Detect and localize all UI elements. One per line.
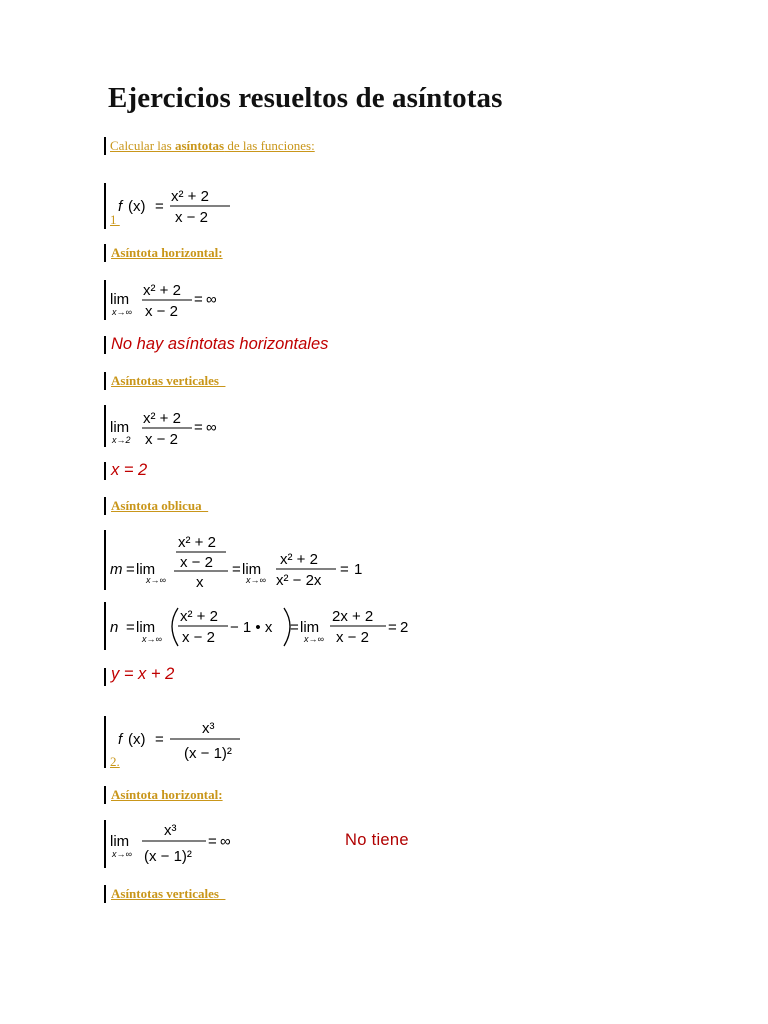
infinity-symbol: ∞ (206, 419, 217, 436)
left-paren (172, 608, 178, 646)
intro-link[interactable] (110, 138, 315, 154)
numerator: x² + 2 (178, 534, 216, 551)
lim-subscript: x→∞ (112, 849, 132, 859)
ex1-horizontal-limit (108, 280, 238, 324)
margin-bar (104, 280, 106, 320)
lim-symbol: lim (300, 619, 320, 636)
page-title: Ejercicios resueltos de asíntotas (108, 82, 503, 114)
lim-subscript: x→∞ (246, 575, 266, 585)
ex1-vertical-limit (108, 408, 238, 452)
equals-sign: = (208, 833, 217, 850)
margin-bar (104, 668, 106, 686)
margin-bar (104, 462, 106, 480)
equals-sign: = (126, 619, 135, 636)
lim-subscript: x→∞ (112, 307, 132, 317)
f-symbol: f (118, 198, 123, 215)
denominator: x − 2 (175, 209, 208, 226)
margin-bar (104, 530, 106, 590)
margin-bar (104, 786, 106, 804)
ex1-function-formula (112, 186, 242, 230)
denominator: x − 2 (145, 303, 178, 320)
numerator: x² + 2 (171, 188, 209, 205)
ex1-number[interactable]: 1 (110, 212, 120, 227)
intro-text-before: Calcular las (110, 138, 175, 153)
lim-subscript: x→∞ (146, 575, 166, 585)
margin-bar (104, 405, 106, 447)
oblique-asymptote-answer: y = x + 2 (111, 665, 175, 683)
oblique-slope-formula (108, 530, 378, 594)
equals-sign: = (155, 198, 164, 215)
minus-one-x: − 1 • x (230, 619, 273, 636)
paren-x: (x) (128, 731, 146, 748)
equals-sign: = (290, 619, 299, 636)
denominator: x − 2 (145, 431, 178, 448)
ex1-oblique-heading[interactable]: Asíntota oblicua (111, 498, 209, 513)
lim-subscript: x→∞ (304, 634, 324, 644)
numerator: 2x + 2 (332, 608, 374, 625)
lim-symbol: lim (242, 561, 262, 578)
lim-symbol: lim (110, 833, 130, 850)
margin-bar (104, 716, 106, 768)
equals-sign: = (232, 561, 241, 578)
numerator: x² + 2 (280, 551, 318, 568)
margin-bar (104, 602, 106, 650)
n-symbol: n (110, 619, 119, 636)
m-symbol: m (110, 561, 123, 578)
margin-bar (104, 372, 106, 390)
equals-sign: = (340, 561, 349, 578)
denominator: x² − 2x (276, 572, 322, 589)
numerator: x³ (164, 822, 177, 839)
lim-symbol: lim (110, 291, 130, 308)
margin-bar (104, 244, 106, 262)
margin-bar (104, 820, 106, 868)
lim-symbol: lim (110, 419, 130, 436)
equals-sign: = (194, 291, 203, 308)
intro-text-bold: asíntotas (174, 138, 225, 153)
no-horizontal-asymptote-text: No tiene (345, 831, 409, 849)
ex2-number[interactable]: 2. (110, 754, 120, 769)
f-symbol: f (118, 731, 123, 748)
infinity-symbol: ∞ (206, 291, 217, 308)
infinity-symbol: ∞ (220, 833, 231, 850)
intro-text-after: de las funciones: (224, 138, 315, 153)
x-symbol: x (196, 574, 204, 591)
oblique-intercept-formula (108, 604, 428, 654)
equals-sign: = (194, 419, 203, 436)
margin-bar (104, 497, 106, 515)
denominator: x − 2 (336, 629, 369, 646)
denominator: (x − 1)² (144, 848, 192, 865)
margin-bar (104, 137, 106, 155)
numerator: x² + 2 (180, 608, 218, 625)
equals-sign: = (155, 731, 164, 748)
ex2-vertical-heading[interactable]: Asíntotas verticales (111, 886, 226, 901)
denominator: x − 2 (180, 554, 213, 571)
ex1-vertical-heading[interactable]: Asíntotas verticales (111, 373, 226, 388)
lim-subscript: x→2 (112, 435, 131, 445)
denominator: (x − 1)² (184, 745, 232, 762)
numerator: x² + 2 (143, 282, 181, 299)
numerator: x² + 2 (143, 410, 181, 427)
no-horizontal-asymptotes-text: No hay asíntotas horizontales (111, 335, 329, 353)
ex2-horizontal-limit (108, 820, 248, 874)
paren-x: (x) (128, 198, 146, 215)
ex1-horizontal-heading[interactable]: Asíntota horizontal: (111, 245, 223, 260)
ex2-horizontal-heading[interactable]: Asíntota horizontal: (111, 787, 223, 802)
margin-bar (104, 885, 106, 903)
lim-symbol: lim (136, 561, 156, 578)
lim-symbol: lim (136, 619, 156, 636)
equals-sign: = (388, 619, 397, 636)
margin-bar (104, 183, 106, 229)
ex2-function-formula (112, 716, 252, 770)
vertical-asymptote-answer: x = 2 (111, 461, 148, 479)
numerator: x³ (202, 720, 215, 737)
margin-bar (104, 336, 106, 354)
denominator: x − 2 (182, 629, 215, 646)
equals-sign: = (126, 561, 135, 578)
result-value: 1 (354, 561, 363, 578)
result-value: 2 (400, 619, 409, 636)
lim-subscript: x→∞ (142, 634, 162, 644)
